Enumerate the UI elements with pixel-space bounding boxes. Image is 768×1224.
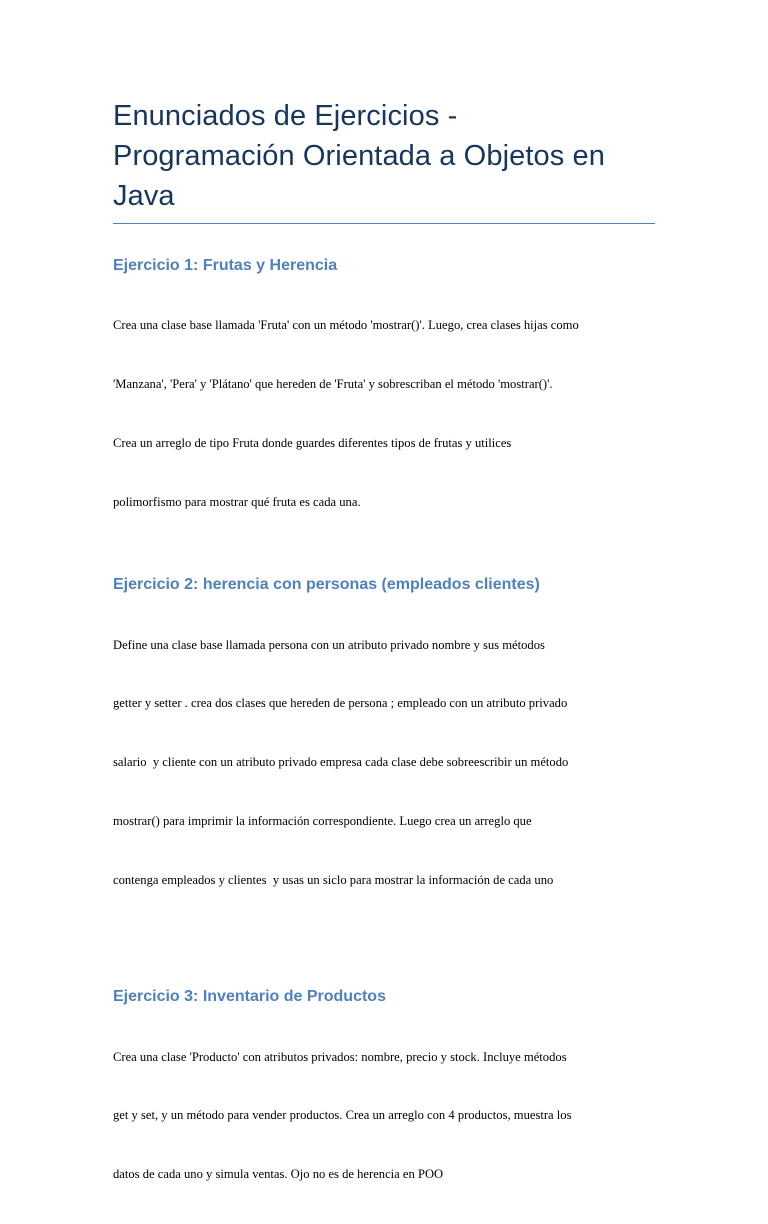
body-line: polimorfismo para mostrar qué fruta es cada una. [113, 494, 361, 509]
body-line: Crea una clase base llamada 'Fruta' con un método 'mostrar()'. Luego, crea clases hijas como [113, 318, 579, 333]
body-line: Crea un arreglo de tipo Fruta donde guardes diferentes tipos de frutas y utilices [113, 435, 512, 450]
exercise-heading: Ejercicio 3: Inventario de Productos [113, 988, 386, 1006]
body-line: mostrar() para imprimir la información correspondiente. Luego crea un arreglo que [113, 813, 532, 828]
body-line: contenga empleados y clientes y usas un siclo para mostrar la información de cada uno [113, 872, 554, 887]
body-line: Define una clase base llamada persona con un atributo privado nombre y sus métodos [113, 637, 545, 652]
title-line: Java [113, 180, 175, 212]
title-line: Programación Orientada a Objetos en [113, 140, 605, 172]
document-title [113, 96, 655, 223]
body-line: salario y cliente con un atributo privado empresa cada clase debe sobreescribir un método [113, 755, 569, 770]
exercise-section-3 [113, 986, 655, 1224]
title-line: Enunciados de Ejercicios - [113, 100, 458, 132]
title-divider [113, 223, 655, 224]
document-page [113, 96, 655, 1224]
exercise-section-1 [113, 255, 655, 551]
exercise-section-2 [113, 574, 655, 929]
exercise-body [113, 596, 655, 929]
body-line: Crea una clase 'Producto' con atributos privados: nombre, precio y stock. Incluye métodos [113, 1049, 567, 1064]
exercise-heading: Ejercicio 1: Frutas y Herencia [113, 257, 338, 274]
body-line: get y set, y un método para vender productos. Crea un arreglo con 4 productos, muestra los [113, 1108, 572, 1123]
body-line: 'Manzana', 'Pera' y 'Plátano' que hereden de 'Fruta' y sobrescriban el método 'mostrar()'. [113, 376, 553, 391]
exercise-body [113, 277, 655, 551]
body-line: getter y setter . crea dos clases que hereden de persona ; empleado con un atributo privado [113, 696, 568, 711]
body-line: datos de cada uno y simula ventas. Ojo no es de herencia en POO [113, 1167, 444, 1182]
exercise-heading: Ejercicio 2: herencia con personas (empleados clientes) [113, 576, 540, 594]
exercise-body [113, 1008, 655, 1224]
